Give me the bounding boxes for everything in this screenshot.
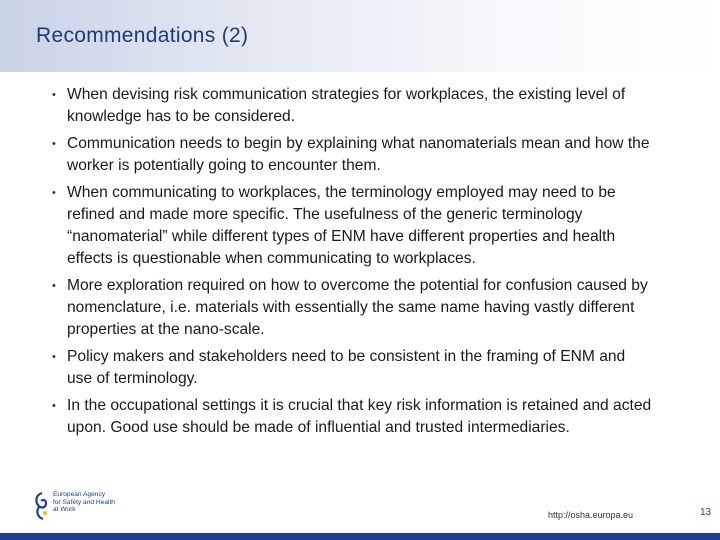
bullet-item	[52, 346, 652, 390]
bullet-dot: •	[52, 400, 56, 412]
logo-line: European Agency	[53, 491, 106, 498]
bullet-text: When devising risk communication strategies for workplaces, the existing level of knowledge has to be considered.	[67, 86, 626, 125]
logo-line: at Work	[53, 506, 76, 514]
slide-header	[0, 0, 720, 72]
bullet-dot: •	[52, 351, 56, 363]
bullet-item	[52, 395, 652, 439]
bullet-text: More exploration required on how to overcome the potential for confusion caused by nomenclature, i.e. materials with essentially the same name having vastly different properties at the nano-scale.	[67, 277, 648, 338]
bullet-list	[52, 84, 652, 444]
page-number: 13	[700, 507, 712, 518]
bullet-dot: •	[52, 138, 56, 150]
footer-url[interactable]: http://osha.europa.eu	[548, 510, 634, 520]
bullet-dot: •	[52, 89, 56, 101]
bullet-text: Policy makers and stakeholders need to be consistent in the framing of ENM and use of terminology.	[67, 348, 626, 387]
bullet-dot: •	[52, 187, 56, 199]
logo-line: for Safety and Health	[53, 498, 115, 506]
bullet-text: When communicating to workplaces, the terminology employed may need to be refined and made more specific. The usefulness of the generic terminology “nanomaterial” while different types of ENM have different properties and health effects is questionable when communicating to workplaces.	[67, 184, 616, 267]
agency-emblem-icon	[33, 491, 51, 521]
bullet-item	[52, 182, 652, 270]
bullet-item	[52, 275, 652, 341]
bullet-dot: •	[52, 280, 56, 292]
bullet-text: Communication needs to begin by explaining what nanomaterials mean and how the worker is potentially going to encounter them.	[67, 135, 650, 174]
bullet-item	[52, 133, 652, 177]
footer-bar	[0, 533, 720, 540]
slide-title: Recommendations (2)	[36, 24, 249, 47]
bullet-text: In the occupational settings it is crucial that key risk information is retained and acted upon. Good use should be made of influential and trusted intermediaries.	[67, 397, 652, 436]
agency-logo	[33, 491, 143, 523]
bullet-item	[52, 84, 652, 128]
agency-logo-text	[53, 491, 143, 514]
